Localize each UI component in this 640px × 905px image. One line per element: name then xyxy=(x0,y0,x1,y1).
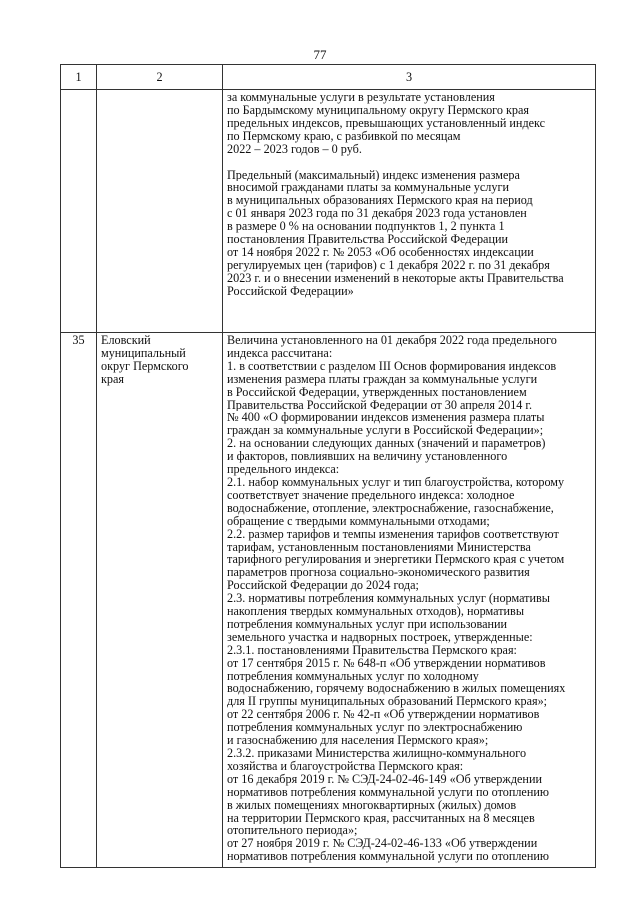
text-line: изменения размера платы граждан за коммунальные услуги xyxy=(227,372,538,386)
text-line: земельного участка и надворных построек, утвержденные: xyxy=(227,630,533,644)
header-col-2: 2 xyxy=(97,65,223,90)
page-number: 77 xyxy=(313,47,327,62)
table-row-35 xyxy=(61,333,596,868)
text-line: соответствует значение предельного индекса: холодное xyxy=(227,488,515,502)
text-line: по Бардымскому муниципальному округу Пермского края xyxy=(227,103,530,117)
text-line: от 22 сентября 2006 г. № 42-п «Об утверждении нормативов xyxy=(227,708,540,722)
row-number-cell xyxy=(61,90,97,333)
text-line: 2023 г. и о внесении изменений в некоторые акты Правительства xyxy=(227,271,564,285)
text-line: потребления коммунальных услуг при использовании xyxy=(227,617,508,631)
text-line: в жилых помещениях многоквартирных (жилых) домов xyxy=(227,798,517,812)
text-line: обращение с твердыми коммунальными отходами; xyxy=(227,514,490,528)
text-line: с 01 января 2023 года по 31 декабря 2023 года установлен xyxy=(227,207,527,221)
text-line: № 400 «О формировании индексов изменения размера платы xyxy=(227,411,545,425)
description-cell xyxy=(223,90,596,333)
text-line: нормативов потребления коммунальной услуги по отоплению xyxy=(227,850,549,864)
text-line: и факторов, повлиявших на величину установленного xyxy=(227,450,508,464)
municipality-name-line: края xyxy=(101,372,125,386)
text-line: 1. в соответствии с разделом III Основ формирования индексов xyxy=(227,359,557,373)
text-line: граждан за коммунальные услуги в Российской Федерации»; xyxy=(227,424,544,438)
municipality-cell xyxy=(97,333,223,868)
text-line: Предельный (максимальный) индекс изменения размера xyxy=(227,168,520,182)
text-line: нормативов потребления коммунальной услуги по отоплению xyxy=(227,785,549,799)
text-line: от 16 декабря 2019 г. № СЭД-24-02-46-149 «Об утверждении xyxy=(227,772,542,786)
text-line: 2.2. размер тарифов и темпы изменения тарифов соответствуют xyxy=(227,527,559,541)
text-line: предельных индексов, превышающих установленный индекс xyxy=(227,116,546,130)
text-line: за коммунальные услуги в результате установления xyxy=(227,91,495,104)
municipality-name-line: округ Пермского xyxy=(101,359,189,373)
text-line: для II группы муниципальных образований Пермского края»; xyxy=(227,695,548,709)
text-line: вносимой гражданами платы за коммунальные услуги xyxy=(227,181,509,195)
description-cell xyxy=(223,333,596,868)
text-line: в муниципальных образованиях Пермского края на период xyxy=(227,194,533,208)
table-row-continuation xyxy=(61,90,596,333)
text-line: накопления твердых коммунальных отходов), нормативы xyxy=(227,605,525,618)
municipality-name-line: Еловский xyxy=(101,334,151,347)
text-line: в размере 0 % на основании подпунктов 1, 2 пункта 1 xyxy=(227,220,505,234)
text-line: параметров прогноза социально-экономического развития xyxy=(227,566,530,580)
text-line: 2.1. набор коммунальных услуг и тип благоустройства, которому xyxy=(227,475,565,489)
text-line: Российской Федерации» xyxy=(227,284,354,298)
text-line: отопительного периода»; xyxy=(227,824,358,838)
row-number-cell: 35 xyxy=(61,333,97,868)
text-line: Правительства Российской Федерации от 30 апреля 2014 г. xyxy=(227,398,533,412)
text-line: 2. на основании следующих данных (значений и параметров) xyxy=(227,437,546,451)
text-line: 2022 – 2023 годов – 0 руб. xyxy=(227,142,362,156)
text-line: 2.3. нормативы потребления коммунальных услуг (нормативы xyxy=(227,592,550,606)
table-header-row xyxy=(61,65,596,90)
text-line: индекса рассчитана: xyxy=(227,346,333,360)
header-col-1: 1 xyxy=(61,65,97,90)
text-line: хозяйства и благоустройства Пермского края: xyxy=(227,759,464,773)
text-line: тарифного регулирования и энергетики Пермского края с учетом xyxy=(227,553,565,567)
text-line: потребления коммунальных услуг по холодному xyxy=(227,669,479,683)
text-line: постановления Правительства Российской Федерации xyxy=(227,233,509,246)
regulation-table xyxy=(60,64,596,868)
header-col-3: 3 xyxy=(223,65,596,90)
paragraph-savings xyxy=(227,91,591,156)
text-line: тарифам, установленным постановлениями Министерства xyxy=(227,540,531,554)
text-line: на территории Пермского края, рассчитанных на 8 месяцев xyxy=(227,811,535,825)
text-line: водоснабжение, отопление, электроснабжение, газоснабжение, xyxy=(227,501,554,515)
text-line: 2.3.1. постановлениями Правительства Пермского края: xyxy=(227,643,517,657)
municipality-cell xyxy=(97,90,223,333)
paragraph-spacer xyxy=(227,156,591,169)
text-line: по Пермскому краю, с разбивкой по месяцам xyxy=(227,129,461,143)
text-line: водоснабжению, горячему водоснабжению в жилых помещениях xyxy=(227,682,566,696)
text-line: регулируемых цен (тарифов) с 1 декабря 2022 г. по 31 декабря xyxy=(227,258,550,272)
text-line: в Российской Федерации, утвержденных постановлением xyxy=(227,385,527,399)
text-line: Величина установленного на 01 декабря 2022 года предельного xyxy=(227,334,557,347)
text-line: от 27 ноября 2019 г. № СЭД-24-02-46-133 «Об утверждении xyxy=(227,837,538,851)
text-line: от 17 сентября 2015 г. № 648-п «Об утверждении нормативов xyxy=(227,656,546,670)
text-line: от 14 ноября 2022 г. № 2053 «Об особенностях индексации xyxy=(227,245,534,259)
text-line: Российской Федерации до 2024 года; xyxy=(227,579,419,593)
text-line: 2.3.2. приказами Министерства жилищно-коммунального xyxy=(227,747,527,760)
paragraph-max-index xyxy=(227,169,591,298)
text-line: и газоснабжению для населения Пермского края»; xyxy=(227,734,489,747)
municipality-name-line: муниципальный xyxy=(101,346,186,360)
text-line: потребления коммунальных услуг по электроснабжению xyxy=(227,721,523,735)
text-line: предельного индекса: xyxy=(227,463,340,476)
